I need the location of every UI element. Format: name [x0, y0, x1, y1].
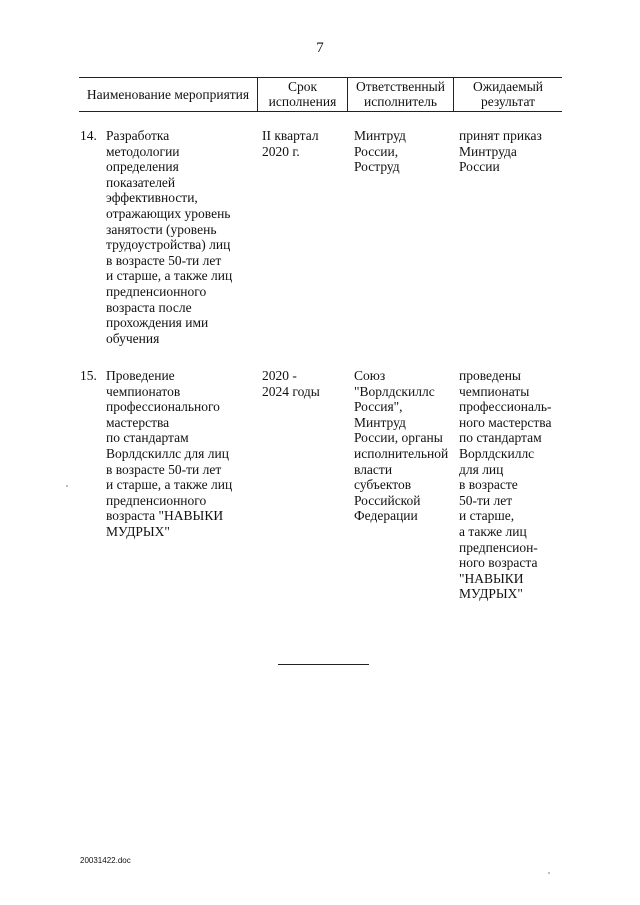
- row-number: 14.: [80, 128, 97, 143]
- row-number: 15.: [80, 368, 97, 383]
- header-top-rule: [79, 77, 562, 78]
- file-name-footer: 20031422.doc: [80, 856, 131, 865]
- responsible: Союз "Ворлдскиллс Россия", Минтруд России, органы исполнительной власти субъектов Российской Федерации: [354, 368, 449, 524]
- header-deadline: Срок исполнения: [268, 79, 337, 109]
- event-name: Проведение чемпионатов профессионального мастерства по стандартам Ворлдскиллс для лиц в возрасте 50-ти лет и старше, а также лиц предпенсионного возраста "НАВЫКИ МУДРЫХ": [106, 368, 233, 539]
- header-name: Наименование мероприятия: [86, 87, 250, 102]
- header-result: Ожидаемый результат: [473, 79, 543, 109]
- header-responsible: Ответственный исполнитель: [356, 79, 445, 109]
- header-bottom-rule: [79, 111, 562, 112]
- page-number: 7: [316, 40, 324, 56]
- deadline: II квартал 2020 г.: [262, 128, 319, 159]
- expected-result: проведены чемпионаты профессиональ- ного мастерства по стандартам Ворлдскиллс для лиц в возрасте 50-ти лет и старше, а также лиц предпенсион- ного возраста "НАВЫКИ МУДРЫХ": [459, 368, 552, 602]
- expected-result: принят приказ Минтруда России: [459, 128, 542, 175]
- deadline: 2020 - 2024 годы: [262, 368, 320, 399]
- scan-speck: [66, 485, 68, 487]
- scan-speck: [548, 872, 550, 874]
- event-name: Разработка методологии определения показателей эффективности, отражающих уровень занятости (уровень трудоустройства) лиц в возрасте 50-ти лет и старше, а также лиц предпенсионного возраста после прохождения ими обучения: [106, 128, 233, 346]
- responsible: Минтруд России, Роструд: [354, 128, 406, 175]
- end-of-document-rule: [278, 664, 369, 665]
